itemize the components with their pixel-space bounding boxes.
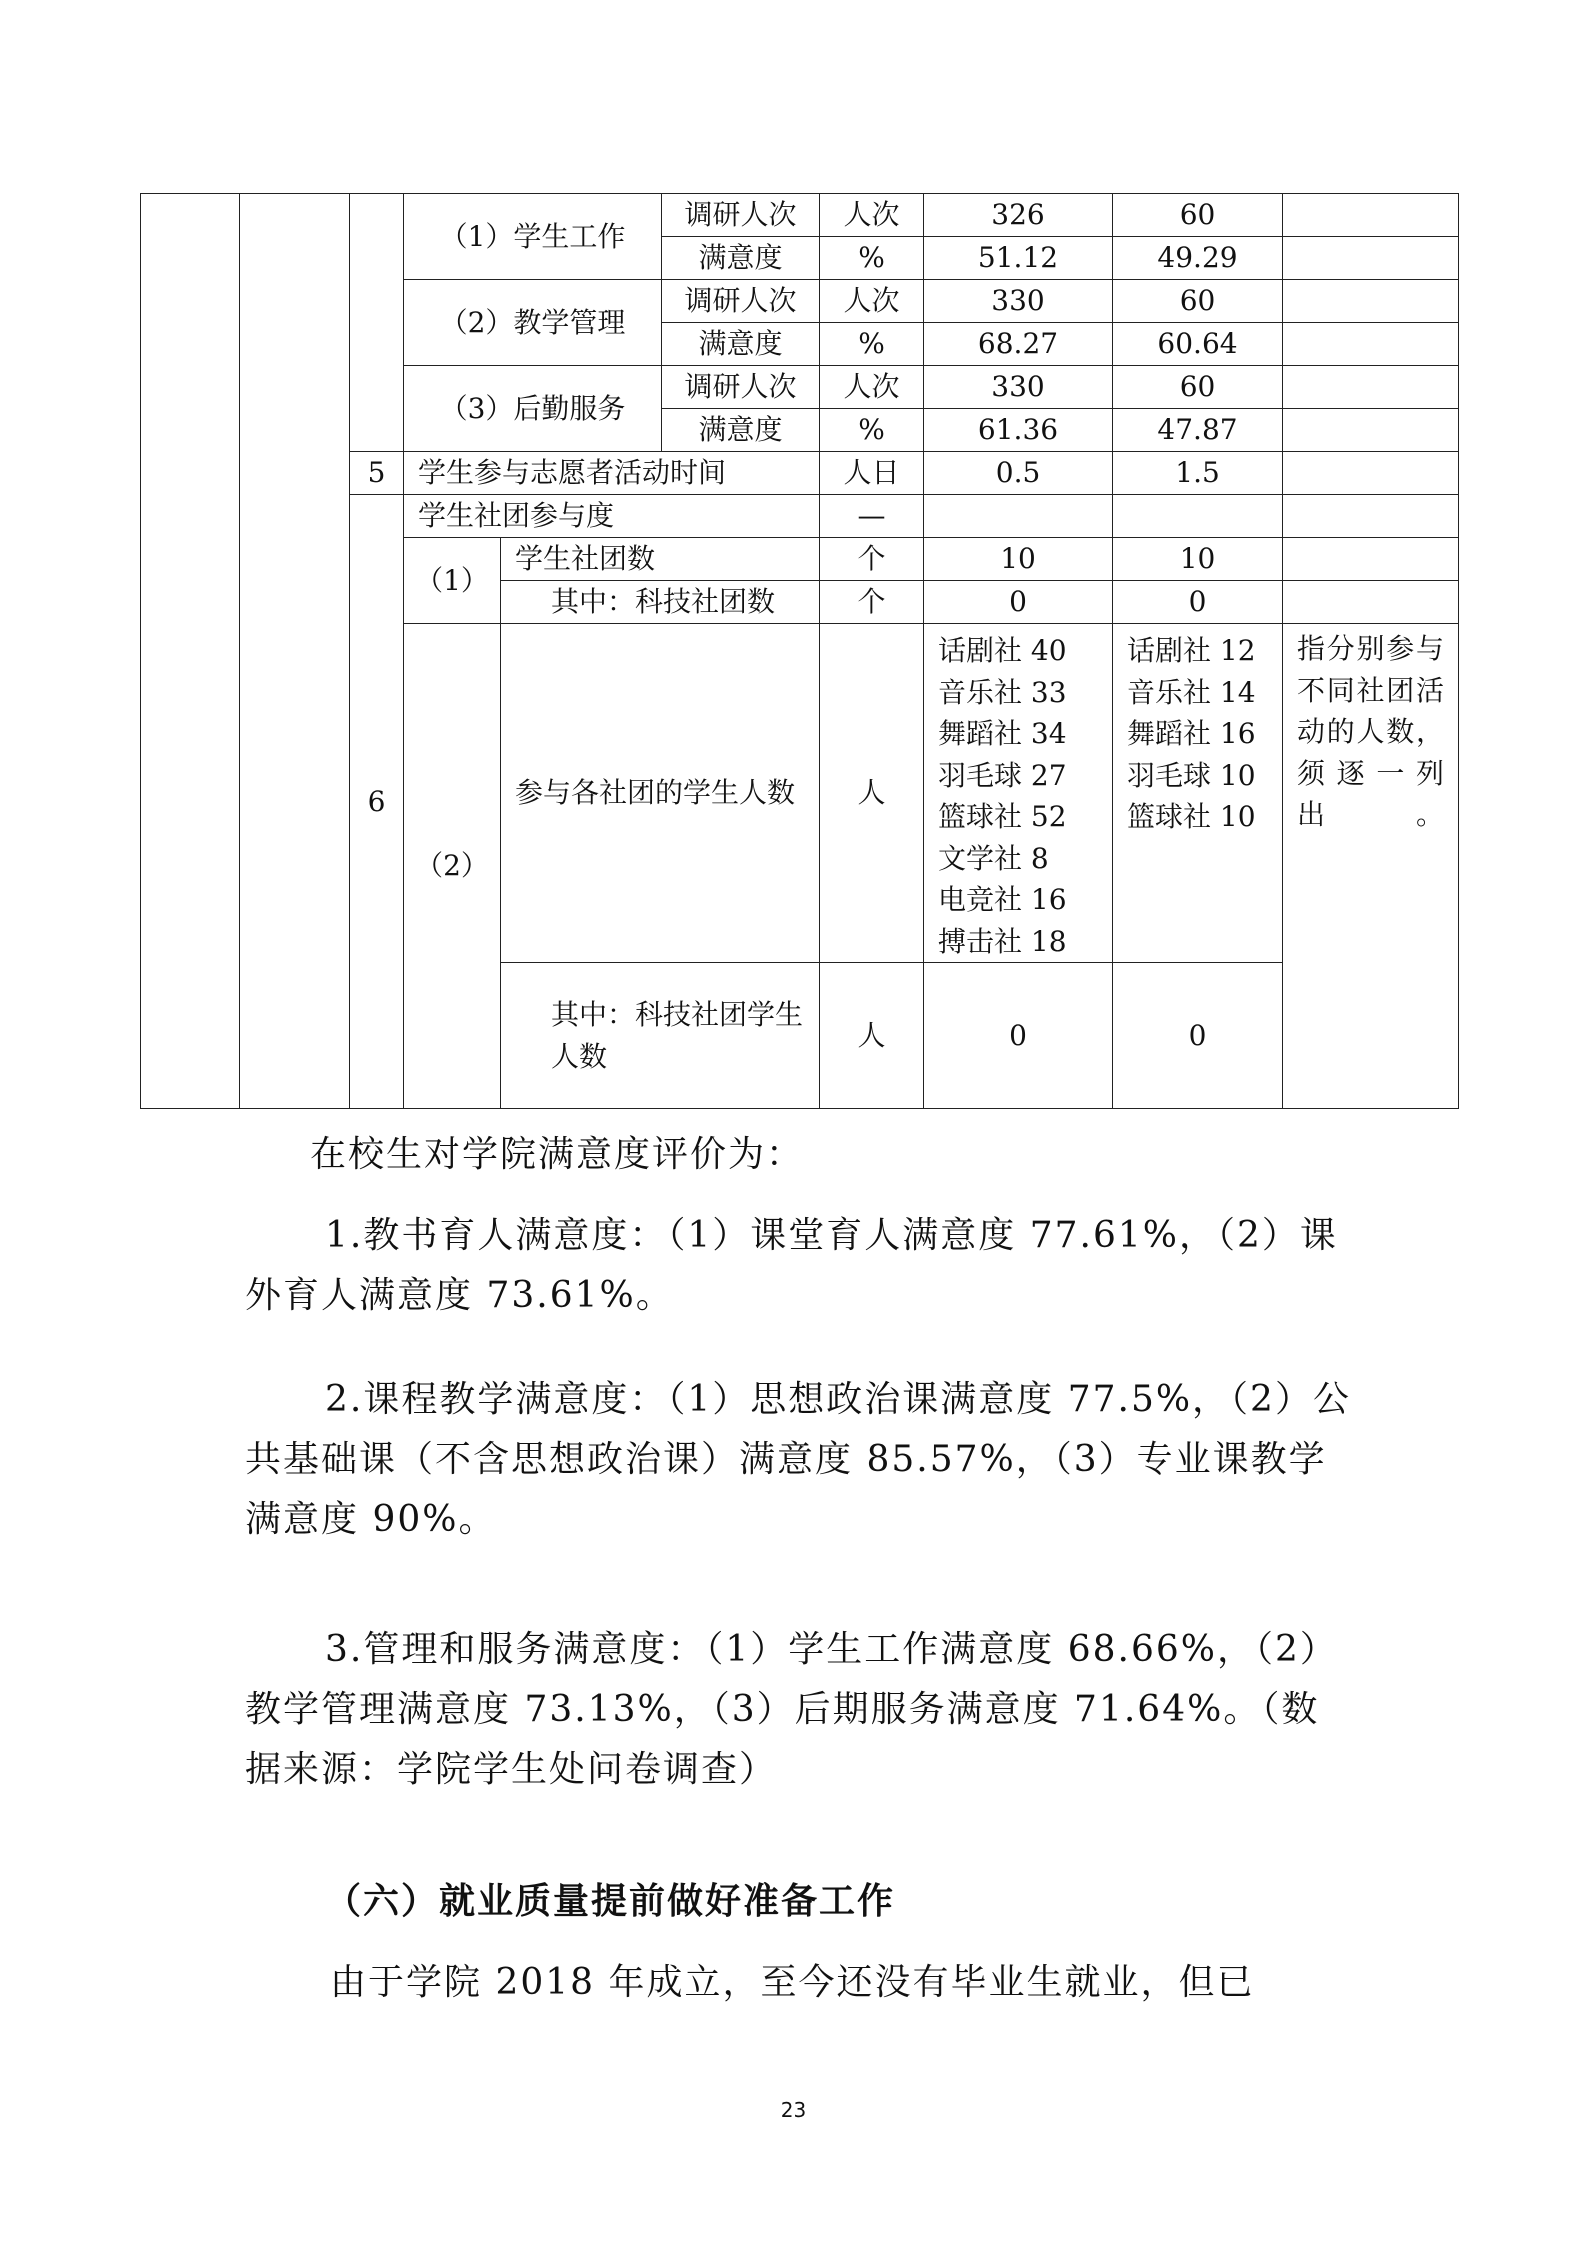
value-cell: 330 [924, 280, 1113, 323]
note-cell [1283, 409, 1459, 452]
value-cell: 60 [1113, 366, 1283, 409]
unit-cell: % [820, 409, 924, 452]
value-cell: 1.5 [1113, 452, 1283, 495]
club-list-cell: 话剧社 40 音乐社 33 舞蹈社 34 羽毛球 27 篮球社 52 文学社 8 电竞社 16 搏击社 18 [924, 624, 1113, 963]
note-cell [1283, 194, 1459, 237]
unit-cell: 人 [820, 624, 924, 963]
blank-col-a [141, 194, 240, 1109]
item-cell: 学生参与志愿者活动时间 [404, 452, 820, 495]
unit-cell: 人次 [820, 194, 924, 237]
note-cell [1283, 366, 1459, 409]
unit-cell: 个 [820, 581, 924, 624]
unit-cell: — [820, 495, 924, 538]
value-cell: 10 [1113, 538, 1283, 581]
value-cell: 0 [1113, 581, 1283, 624]
item-cell: 满意度 [662, 323, 820, 366]
paragraph-body: 由于学院 2018 年成立，至今还没有毕业生就业，但已 [330, 1962, 1255, 2003]
value-cell: 68.27 [924, 323, 1113, 366]
club-list-cell: 话剧社 12 音乐社 14 舞蹈社 16 羽毛球 10 篮球社 10 [1113, 624, 1283, 963]
value-cell: 0.5 [924, 452, 1113, 495]
item-cell: 调研人次 [662, 366, 820, 409]
item-cell: 调研人次 [662, 280, 820, 323]
value-cell [924, 495, 1113, 538]
section-heading: （六）就业质量提前做好准备工作 [325, 1880, 896, 1922]
value-cell: 60 [1113, 280, 1283, 323]
item-cell: 学生社团参与度 [404, 495, 820, 538]
note-cell [1283, 237, 1459, 280]
paragraph-item-3: 3.管理和服务满意度：（1）学生工作满意度 68.66%，（2）教学管理满意度 73.13%，（3）后期服务满意度 71.64%。（数据来源：学院学生处问卷调查） [245, 1629, 1338, 1790]
unit-cell: % [820, 237, 924, 280]
value-cell: 49.29 [1113, 237, 1283, 280]
row-number: 5 [350, 452, 404, 495]
sub-label: （2） [404, 624, 501, 1109]
unit-cell: % [820, 323, 924, 366]
note-cell [1283, 280, 1459, 323]
item-cell: 学生社团数 [501, 538, 820, 581]
item-cell: 调研人次 [662, 194, 820, 237]
item-cell: 满意度 [662, 237, 820, 280]
value-cell: 61.36 [924, 409, 1113, 452]
item-cell: 参与各社团的学生人数 [501, 624, 820, 963]
note-cell [1283, 323, 1459, 366]
value-cell: 60 [1113, 194, 1283, 237]
value-cell: 10 [924, 538, 1113, 581]
paragraph-item-2: 2.课程教学满意度：（1）思想政治课满意度 77.5%，（2）公共基础课（不含思想政治课）满意度 85.57%，（3）专业课教学满意度 90%。 [245, 1379, 1351, 1540]
note-cell [1283, 495, 1459, 538]
section-label: （1）学生工作 [404, 194, 662, 280]
page-number: 23 [780, 2098, 807, 2122]
note-cell: 指分别参与不同社团活动的人数，须逐一列出。 [1283, 624, 1459, 1109]
value-cell: 47.87 [1113, 409, 1283, 452]
blank-col-c [350, 194, 404, 452]
unit-cell: 人 [820, 963, 924, 1109]
item-cell: 其中：科技社团数 [501, 581, 820, 624]
sub-label: （1） [404, 538, 501, 624]
row-number: 6 [350, 495, 404, 1109]
unit-cell: 人日 [820, 452, 924, 495]
paragraph-item-1: 1.教书育人满意度：（1）课堂育人满意度 77.61%，（2）课外育人满意度 73.61%。 [245, 1215, 1338, 1316]
section-label: （2）教学管理 [404, 280, 662, 366]
value-cell: 0 [924, 963, 1113, 1109]
unit-cell: 人次 [820, 366, 924, 409]
blank-col-b [240, 194, 350, 1109]
value-cell: 51.12 [924, 237, 1113, 280]
item-cell: 其中：科技社团学生人数 [501, 963, 820, 1109]
paragraph-intro: 在校生对学院满意度评价为： [310, 1134, 805, 1175]
value-cell: 330 [924, 366, 1113, 409]
note-cell [1283, 452, 1459, 495]
section-label: （3）后勤服务 [404, 366, 662, 452]
value-cell: 326 [924, 194, 1113, 237]
value-cell: 0 [1113, 963, 1283, 1109]
unit-cell: 个 [820, 538, 924, 581]
value-cell: 0 [924, 581, 1113, 624]
satisfaction-table [140, 193, 1459, 1109]
value-cell: 60.64 [1113, 323, 1283, 366]
item-cell: 满意度 [662, 409, 820, 452]
note-cell [1283, 581, 1459, 624]
unit-cell: 人次 [820, 280, 924, 323]
value-cell [1113, 495, 1283, 538]
note-cell [1283, 538, 1459, 581]
